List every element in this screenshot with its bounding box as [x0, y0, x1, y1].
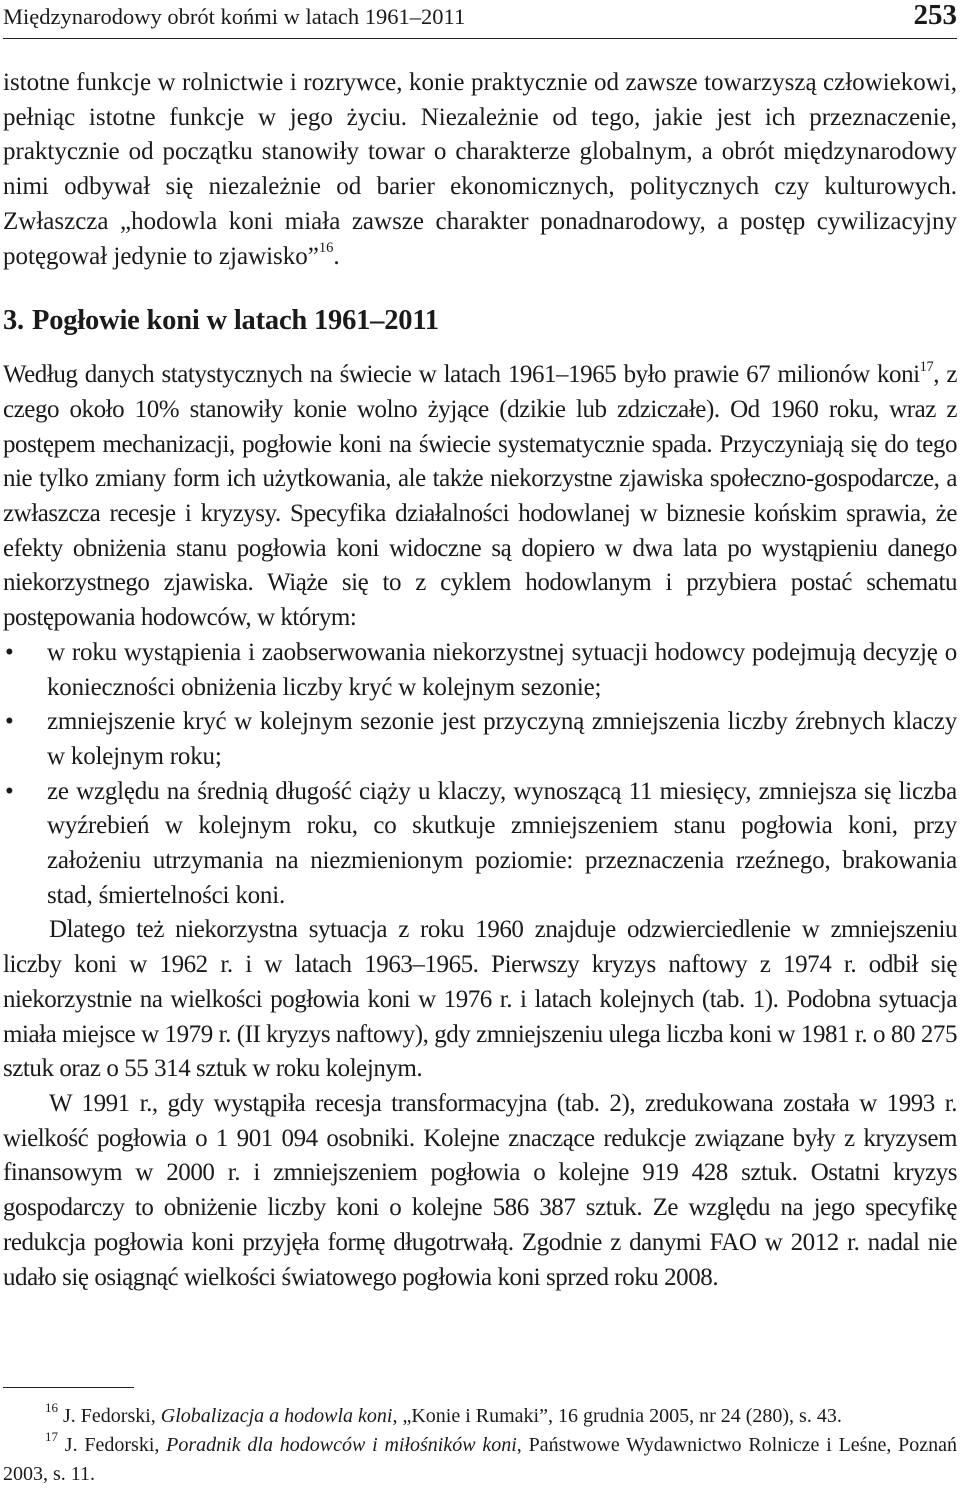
list-item	[3, 705, 957, 774]
footnote-17	[3, 1431, 957, 1489]
bullet-symbol: •	[5, 708, 14, 736]
list-item-text: w roku wystąpienia i zaobserwowania niekorzystnej sytuacji hodowcy podejmują decyzję o konieczności obniżenia liczby kryć w kolejnym sezonie;	[47, 638, 957, 701]
bullet-symbol: •	[5, 777, 14, 805]
main-content	[3, 66, 957, 1295]
bullet-symbol: •	[5, 638, 14, 666]
intro-paragraph	[3, 66, 957, 274]
paragraph-3: W 1991 r., gdy wystąpiła recesja transformacyjna (tab. 2), zredukowana została w 1993 r. wielkość pogłowia o 1 901 094 osobniki. Kolejne znaczące redukcje związane były z kryzysem finansowym w 2000 r. i zmniejszeniem pogłowia o kolejne 919 428 sztuk. Ostatni kryzys gospodarczy to obniżenie liczby koni o kolejne 586 387 sztuk. Ze względu na jego specyfikę redukcja pogłowia koni przyjęła formę długotrwałą. Zgodnie z danymi FAO w 2012 r. nadal nie udało się osiągnąć wielkości światowego pogłowia koni sprzed roku 2008.	[3, 1089, 957, 1291]
list-item	[3, 636, 957, 705]
footnote-ref-17: 17	[919, 358, 934, 375]
list-item-text: ze względu na średnią długość ciąży u klaczy, wynoszącą 11 miesięcy, zmniejsza się liczba wyźrebień w kolejnym roku, co skutkuje zmniejszeniem stanu pogłowia koni, przy założeniu utrzymania na niezmienionym poziomie: przeznaczenia rzeźnego, brakowania stad, śmiertelności koni.	[47, 777, 957, 909]
paragraph-1-text: Według danych statystycznych na świecie w latach 1961–1965 było prawie 67 milionów koni	[3, 361, 920, 389]
paragraph-1-text-cont: , z czego około 10% stanowiły konie wolno żyjące (dzikie lub zdziczałe). Od 1960 roku, wraz z postępem mechanizacji, pogłowie koni na świecie systematycznie spada. Przyczyniają się do tego nie tylko zmiany form ich użytkowania, ale także niekorzystne zjawiska społeczno-gospodarcze, a zwłaszcza recesje i kryzysy. Specyfika działalności hodowlanej w biznesie końskim sprawia, że efekty obniżenia stanu pogłowia koni widoczne są dopiero w dwa lata po wystąpieniu danego niekorzystnego zjawiska. Wiąże się to z cyklem hodowlanym i przybiera postać schematu postępowania hodowców, w którym:	[3, 361, 957, 632]
section-title: Pogłowie koni w latach 1961–2011	[31, 305, 439, 337]
footnote-number: 17	[45, 1429, 58, 1445]
list-item	[3, 775, 957, 914]
page-header	[3, 0, 957, 39]
section-number: 3.	[3, 305, 24, 337]
intro-text: istotne funkcje w rolnictwie i rozrywce, konie praktycznie od zawsze towarzyszą człowiekowi, pełniąc istotne funkcje w jego życiu. Niezależnie od tego, jakie jest ich przeznaczenie, praktycznie od początku stanowiły towar o charakterze globalnym, a obrót międzynarodowy nimi odbywał się niezależnie od barier ekonomicznych, politycznych czy kulturowych. Zwłaszcza „hodowla koni miała zawsze charakter ponadnarodowy, a postęp cywilizacyjny potęgował jedynie to zjawisko”	[3, 69, 957, 270]
paragraph-2: Dlatego też niekorzystna sytuacja z roku 1960 znajduje odzwierciedlenie w zmniejszeniu liczby koni w 1962 r. i w latach 1963–1965. Pierwszy kryzys naftowy z 1974 r. odbił się niekorzystnie na wielkości pogłowia koni w 1976 r. i latach kolejnych (tab. 1). Podobna sytuacja miała miejsce w 1979 r. (II kryzys naftowy), gdy zmniejszeniu ulega liczba koni w 1981 r. o 80 275 sztuk oraz o 55 314 sztuk w roku kolejnym.	[3, 916, 957, 1083]
footnotes	[3, 1402, 957, 1489]
section-heading	[3, 304, 957, 338]
footnote-details: , Państwowe Wydawnictwo Rolnicze i Leśne, Poznań 2003, s. 11.	[3, 1434, 957, 1485]
intro-text-end: .	[333, 242, 340, 270]
footnote-number: 16	[45, 1400, 58, 1416]
footnote-separator	[3, 1387, 134, 1388]
footnote-author: J. Fedorski,	[64, 1434, 167, 1456]
running-title: Międzynarodowy obrót końmi w latach 1961–2011	[3, 4, 466, 29]
footnote-details: , „Konie i Rumaki”, 16 grudnia 2005, nr 24 (280), s. 43.	[392, 1405, 842, 1427]
footnote-title: Poradnik dla hodowców i miłośników koni	[166, 1434, 517, 1456]
footnote-16	[3, 1402, 957, 1431]
paragraph-1	[3, 358, 957, 636]
footnote-title: Globalizacja a hodowla koni	[160, 1405, 393, 1427]
page-number: 253	[913, 0, 957, 31]
footnote-ref-16: 16	[318, 240, 334, 257]
bullet-list	[3, 636, 957, 914]
footnote-author: J. Fedorski,	[63, 1405, 161, 1427]
list-item-text: zmniejszenie kryć w kolejnym sezonie jest przyczyną zmniejszenia liczby źrebnych klaczy w kolejnym roku;	[47, 708, 957, 770]
